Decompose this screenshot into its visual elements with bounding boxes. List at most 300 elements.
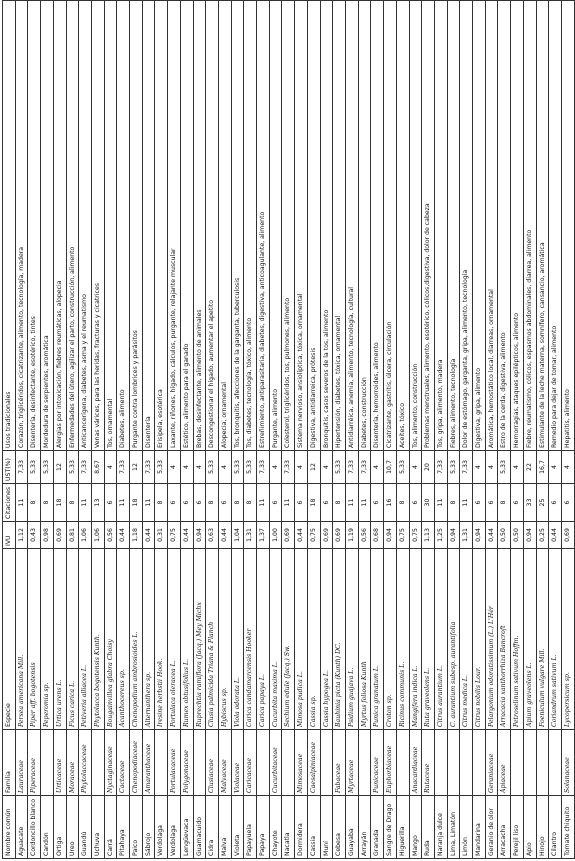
ivu-cell: 1,31 (244, 522, 257, 549)
ivu-cell: 0,69 (561, 522, 574, 549)
citations-cell: 18 (307, 484, 320, 522)
citations-cell: 8 (155, 484, 168, 522)
ust-cell: 5,33 (28, 451, 41, 484)
common-name-cell: Ortiga (53, 796, 66, 859)
table-row (79, 1, 92, 859)
family-cell (358, 730, 371, 796)
uses-cell: Brebas, desinfectante, alimento de animales (193, 1, 206, 451)
ivu-cell: 1,06 (79, 522, 92, 549)
ust-cell: 7,33 (142, 451, 155, 484)
ust-cell: 4 (295, 451, 308, 484)
citations-cell: 11 (358, 484, 371, 522)
citations-cell: 6 (485, 484, 498, 522)
family-cell: Anacardiaceae (409, 730, 422, 796)
species-cell: Hybiscus sp. (218, 549, 231, 730)
ust-cell: 12 (307, 451, 320, 484)
common-name-cell: Hinojo (536, 796, 549, 859)
table-row (460, 1, 473, 859)
common-name-cell: Sangre de Drago (384, 796, 397, 859)
uses-cell: Aromática, hemostático local, diarreas, ornamental (485, 1, 498, 451)
family-cell: Polygonaceae (180, 730, 193, 796)
common-name-cell: Chayote (269, 796, 282, 859)
common-name-cell: Candón (41, 796, 54, 859)
citations-cell: 6 (104, 484, 117, 522)
species-cell: Citrus aurantium L. (434, 549, 447, 730)
uses-cell: Estreñimiento, antiparasitaria, diabetes, digestiva, anticoagulante, alimento (257, 1, 270, 451)
uses-cell: Tos, alimento, construcción (409, 1, 422, 451)
ust-cell: 4 (511, 451, 524, 484)
citations-cell: 18 (130, 484, 143, 522)
table-row (333, 1, 346, 859)
table-row (168, 1, 181, 859)
ivu-cell: 0,44 (295, 522, 308, 549)
uses-cell: Colesterol, triglicéridos, tos, pulmones, alimento (282, 1, 295, 451)
citations-cell: 6 (371, 484, 384, 522)
ivu-cell: 0,44 (142, 522, 155, 549)
common-name-cell: Cordoncillo blanco (28, 796, 41, 859)
uses-cell: Mordedura de serpientes, aromática (41, 1, 54, 451)
family-cell: Malvaceae (218, 730, 231, 796)
family-cell: Phytolaccaceae (79, 730, 92, 796)
table-row (193, 1, 206, 859)
family-cell (41, 730, 54, 796)
ust-cell: 4 (193, 451, 206, 484)
ust-cell: 8,67 (91, 451, 104, 484)
citations-cell: 11 (345, 484, 358, 522)
citations-cell: 33 (523, 484, 536, 522)
common-name-cell: Ruda (422, 796, 435, 859)
uses-cell: Digestiva, gripa, alimento (473, 1, 486, 451)
header-uses: Usos tradicionales (3, 1, 16, 451)
citations-cell: 8 (66, 484, 79, 522)
header-common-name: Nombre común (3, 796, 16, 859)
ivu-cell: 0,94 (193, 522, 206, 549)
uses-cell: Bronquitis, casos severos de la tos, alimento (320, 1, 333, 451)
ivu-cell: 0,69 (333, 522, 346, 549)
ust-cell: 4 (269, 451, 282, 484)
species-table (2, 0, 575, 859)
ivu-cell: 0,44 (117, 522, 130, 549)
header-species: Especie (3, 549, 16, 730)
ivu-cell: 0,81 (66, 522, 79, 549)
ust-cell: 20 (422, 451, 435, 484)
table-row (244, 1, 257, 859)
citations-cell: 30 (422, 484, 435, 522)
common-name-cell: Cilantro (549, 796, 562, 859)
citations-cell: 8 (206, 484, 219, 522)
citations-cell: 6 (180, 484, 193, 522)
family-cell: Chenopodiaceae (130, 730, 143, 796)
common-name-cell: Violeta (231, 796, 244, 859)
species-cell: Piper aff. bogotensis (28, 549, 41, 730)
family-cell (91, 730, 104, 796)
ust-cell: 5,33 (498, 451, 511, 484)
family-cell: Violaceae (231, 730, 244, 796)
family-cell: Moraceae (66, 730, 79, 796)
table-row (523, 1, 536, 859)
table-row (66, 1, 79, 859)
species-cell: Cassia sp. (307, 549, 320, 730)
common-name-cell: Arracacha (498, 796, 511, 859)
ust-cell: 7,33 (15, 451, 28, 484)
species-cell: Cassia hypogea L. (320, 549, 333, 730)
uses-cell: Laxante, riñones, hígado, cálculos, purgante, relajante muscular (168, 1, 181, 451)
ust-cell: 4 (180, 451, 193, 484)
table-body (15, 1, 574, 859)
table-header (3, 1, 16, 859)
ust-cell: 5,33 (66, 451, 79, 484)
citations-cell: 8 (41, 484, 54, 522)
common-name-cell: Muní (320, 796, 333, 859)
family-cell (473, 730, 486, 796)
uses-cell: Tos, ornamental (104, 1, 117, 451)
species-cell: Croton sp. (384, 549, 397, 730)
uses-cell: Problemas menstruales, alimento, esotérico, cólicos,digestiva, dolor de cabeza (422, 1, 435, 451)
ivu-cell: 0,50 (498, 522, 511, 549)
citations-cell: 8 (333, 484, 346, 522)
ust-cell: 5,33 (155, 451, 168, 484)
ivu-cell: 1,04 (231, 522, 244, 549)
family-cell: Caricaceae (244, 730, 257, 796)
ust-cell: 4 (104, 451, 117, 484)
family-cell: Mimosaceae (295, 730, 308, 796)
ivu-cell: 0,43 (28, 522, 41, 549)
species-cell: Psidium guajava L. (345, 549, 358, 730)
family-cell: Punicaceae (371, 730, 384, 796)
family-cell (460, 730, 473, 796)
uses-cell: Hepatitis, alimento (561, 1, 574, 451)
uses-cell: Purgante contra lombrices y parásitos (130, 1, 143, 451)
header-family: Familia (3, 730, 16, 796)
species-cell: Petiveria alliacea L. (79, 549, 92, 730)
citations-cell: 8 (28, 484, 41, 522)
species-cell: Apium graveolens L. (523, 549, 536, 730)
citations-cell: 11 (460, 484, 473, 522)
ivu-cell: 0,44 (180, 522, 193, 549)
uses-cell: Hemorragias, ataques epilépticos, alimento (511, 1, 524, 451)
citations-cell: 6 (168, 484, 181, 522)
common-name-cell: Perejil liso (511, 796, 524, 859)
uses-cell: Remedio para dejar de tomar, alimento (549, 1, 562, 451)
family-cell: Cucurbitaceae (269, 730, 282, 796)
uses-cell: Disentería (142, 1, 155, 451)
citations-cell: 8 (498, 484, 511, 522)
species-cell: Petroselinum sativum Hoffm. (511, 549, 524, 730)
table-row (180, 1, 193, 859)
table-row (320, 1, 333, 859)
common-name-cell: Apio (523, 796, 536, 859)
table-row (409, 1, 422, 859)
ust-cell: 5,33 (447, 451, 460, 484)
ust-cell: 7,33 (434, 451, 447, 484)
table-row (282, 1, 295, 859)
ivu-cell: 0,75 (168, 522, 181, 549)
common-name-cell: Paico (130, 796, 143, 859)
citations-cell: 6 (193, 484, 206, 522)
ivu-cell: 0,75 (396, 522, 409, 549)
family-cell: Rutaceae (422, 730, 435, 796)
citations-cell: 16 (384, 484, 397, 522)
species-cell: Iresine herbstii Hook. (155, 549, 168, 730)
uses-cell: Anticancerígena, diabetes, asma y el reumatismo (79, 1, 92, 451)
uses-cell: Fiebres, alimento, tecnología (447, 1, 460, 451)
family-cell: Myrtaceae (345, 730, 358, 796)
uses-cell: Fiebre, reumatismo, cólicos, espasmos abdominales, diarrea, alimento (523, 1, 536, 451)
citations-cell: 6 (218, 484, 231, 522)
uses-cell: Aceites, tóxico (396, 1, 409, 451)
uses-cell: Sistema nervioso, ansiolíptica, tóxica, ornamental (295, 1, 308, 451)
ivu-cell: 0,69 (53, 522, 66, 549)
species-cell: Persea americana Mill. (15, 549, 28, 730)
citations-cell: 6 (511, 484, 524, 522)
common-name-cell: Dormidera (295, 796, 308, 859)
family-cell (536, 730, 549, 796)
table-row (15, 1, 28, 859)
citations-cell: 11 (142, 484, 155, 522)
ivu-cell: 0,44 (218, 522, 231, 549)
citations-cell: 13 (91, 484, 104, 522)
family-cell: Piperaceae (28, 730, 41, 796)
common-name-cell: Sábrojo (142, 796, 155, 859)
uses-cell: Purgante, alimento (269, 1, 282, 451)
species-cell: Mangifera indica L. (409, 549, 422, 730)
table-row (561, 1, 574, 859)
uses-cell: Erisipela, esotérica (155, 1, 168, 451)
ivu-cell: 1,00 (269, 522, 282, 549)
ivu-cell: 0,94 (473, 522, 486, 549)
header-ust: UST(%) (3, 451, 16, 484)
ivu-cell: 0,94 (523, 522, 536, 549)
species-cell: Peperomia sp. (41, 549, 54, 730)
common-name-cell: Papayuela (244, 796, 257, 859)
species-cell: Carica candamarcensis Hooker (244, 549, 257, 730)
uses-cell: Antidiarréica, anemia, alimento, tecnología, cultural (345, 1, 358, 451)
uses-cell: Enfermedades del útero, agilizar el parto, construcción, alimento (66, 1, 79, 451)
species-cell: Arracacia xanthorrhiza Bancroft (498, 549, 511, 730)
ust-cell: 4 (561, 451, 574, 484)
table-row (536, 1, 549, 859)
ivu-cell: 0,94 (384, 522, 397, 549)
common-name-cell: Naranja dulce (434, 796, 447, 859)
uses-cell: Diabetes, alimento (117, 1, 130, 451)
table-row (206, 1, 219, 859)
family-cell (511, 730, 524, 796)
citations-cell: 6 (295, 484, 308, 522)
citations-cell: 11 (79, 484, 92, 522)
species-cell: C. aurantium subesp. aurantifolia (447, 549, 460, 730)
ust-cell: 4 (320, 451, 333, 484)
citations-cell: 11 (15, 484, 28, 522)
species-cell: Coriandrum sativum L. (549, 549, 562, 730)
ivu-cell: 0,31 (155, 522, 168, 549)
ust-cell: 4 (168, 451, 181, 484)
family-cell (447, 730, 460, 796)
ust-cell: 7,33 (79, 451, 92, 484)
table-row (371, 1, 384, 859)
ivu-cell: 1,18 (130, 522, 143, 549)
species-cell: Chenopodium ambrosioides L. (130, 549, 143, 730)
ivu-cell: 0,63 (206, 522, 219, 549)
ust-cell: 7,33 (117, 451, 130, 484)
species-cell: Mimosa pudica L. (295, 549, 308, 730)
ust-cell: 5,33 (206, 451, 219, 484)
table-row (53, 1, 66, 859)
common-name-cell: Tomate chiquito (561, 796, 574, 859)
citations-cell: 6 (269, 484, 282, 522)
citations-cell: 11 (282, 484, 295, 522)
family-cell (396, 730, 409, 796)
uses-cell: Dolor de estómago, garganta, gripa, alimento, tecnología (460, 1, 473, 451)
family-cell: Clusiaceae (206, 730, 219, 796)
header-citations: Citaciones (3, 484, 16, 522)
common-name-cell: Lengüevaca (180, 796, 193, 859)
species-cell: Citrus medica L. (460, 549, 473, 730)
uses-cell: Corazón, triglicéridos, cicatrizante, alimento, tecnología, madera (15, 1, 28, 451)
table-row (231, 1, 244, 859)
ivu-cell: 0,25 (536, 522, 549, 549)
family-cell (523, 730, 536, 796)
ust-cell: 7,33 (282, 451, 295, 484)
common-name-cell: Uchuva (91, 796, 104, 859)
uses-cell: Diabetes, construcción (358, 1, 371, 451)
ivu-cell: 0,44 (549, 522, 562, 549)
ivu-cell: 1,31 (460, 522, 473, 549)
table-row (384, 1, 397, 859)
species-cell: Punica granatum L. (371, 549, 384, 730)
ivu-cell: 1,25 (434, 522, 447, 549)
family-cell: Euphorbiaceae (384, 730, 397, 796)
table-row (295, 1, 308, 859)
table-row (447, 1, 460, 859)
species-cell: Pelargonium odoratissimum (L.) L'Hér (485, 549, 498, 730)
uses-cell: Hipertensión, diabetes, tóxica, ornamental (333, 1, 346, 451)
ivu-cell: 0,50 (511, 522, 524, 549)
ust-cell: 7,33 (460, 451, 473, 484)
species-cell: Clusia palmicida Triana & Planch (206, 549, 219, 730)
citations-cell: 25 (536, 484, 549, 522)
uses-cell: Tos, gripa, alimento, madera (434, 1, 447, 451)
species-cell: Acanthocereus sp. (117, 549, 130, 730)
species-cell: Bauhinia picta (Kunth) DC. (333, 549, 346, 730)
common-name-cell: Carrá (104, 796, 117, 859)
common-name-cell: Cebesa (333, 796, 346, 859)
citations-cell: 6 (320, 484, 333, 522)
table-row (257, 1, 270, 859)
ust-cell: 16,7 (536, 451, 549, 484)
table-row (91, 1, 104, 859)
family-cell: Portulacaceae (168, 730, 181, 796)
table-row (307, 1, 320, 859)
species-cell: Rumex obtusifolius L. (180, 549, 193, 730)
ivu-cell: 0,75 (409, 522, 422, 549)
uses-cell: Digestiva, antidiarreica, prótesis (307, 1, 320, 451)
ivu-cell: 1,37 (257, 522, 270, 549)
table-row (155, 1, 168, 859)
ivu-cell: 0,44 (485, 522, 498, 549)
family-cell (193, 730, 206, 796)
ust-cell: 7,33 (345, 451, 358, 484)
ust-cell: 4 (218, 451, 231, 484)
uses-cell: Disentería, desinfectante, esotérico, tintes (28, 1, 41, 451)
family-cell: Geraniaceae (485, 730, 498, 796)
table-row (117, 1, 130, 859)
family-cell (549, 730, 562, 796)
table-row (218, 1, 231, 859)
ivu-cell: 1,19 (345, 522, 358, 549)
common-name-cell: Lima, Limatón (447, 796, 460, 859)
ust-cell: 4 (549, 451, 562, 484)
species-cell: Sechium edule (Jacq.) Sw. (282, 549, 295, 730)
table-row (269, 1, 282, 859)
ust-cell: 22 (523, 451, 536, 484)
species-cell: Ficus carica L. (66, 549, 79, 730)
table-row (104, 1, 117, 859)
citations-cell: 8 (244, 484, 257, 522)
species-cell: Ruprechtia ramiflora (Jacq.) Mey Michx (193, 549, 206, 730)
species-cell: Ruta graveolens L. (422, 549, 435, 730)
ust-cell: 4 (485, 451, 498, 484)
common-name-cell: Papaya (257, 796, 270, 859)
ivu-cell: 1,12 (15, 522, 28, 549)
citations-cell: 11 (257, 484, 270, 522)
uses-cell: Cicatrizante, gastritis, úlcera, circulación (384, 1, 397, 451)
species-cell: Foeniculum vulgare Mill. (536, 549, 549, 730)
ust-cell: 7,33 (257, 451, 270, 484)
family-cell: Lauraceae (15, 730, 28, 796)
family-cell: Solanaceae (561, 730, 574, 796)
family-cell (434, 730, 447, 796)
table-row (434, 1, 447, 859)
ust-cell: 5,33 (244, 451, 257, 484)
ust-cell: 5,33 (231, 451, 244, 484)
ust-cell: 4 (371, 451, 384, 484)
species-cell: Alternanthera sp. (142, 549, 155, 730)
header-ivu: IVU (3, 522, 16, 549)
common-name-cell: Granada (371, 796, 384, 859)
ivu-cell: 0,68 (371, 522, 384, 549)
uses-cell: Estro de la cerda, digestiva, alimento (498, 1, 511, 451)
family-cell: Fabaceae (333, 730, 346, 796)
common-name-cell: Guayaba (345, 796, 358, 859)
common-name-cell: Ureo (66, 796, 79, 859)
species-cell: Phytolacca bogotensis Kunth. (91, 549, 104, 730)
common-name-cell: Aguacate (15, 796, 28, 859)
common-name-cell: Mango (409, 796, 422, 859)
species-cell: Portulaca oleracea L. (168, 549, 181, 730)
common-name-cell: Malva (218, 796, 231, 859)
citations-cell: 6 (409, 484, 422, 522)
ivu-cell: 1,06 (91, 522, 104, 549)
family-cell (320, 730, 333, 796)
species-cell: Cucurbita maxima L. (269, 549, 282, 730)
header-row (3, 1, 16, 859)
family-cell (155, 730, 168, 796)
family-cell: Amaranthaceae (142, 730, 155, 796)
species-cell: Viola odorata L. (231, 549, 244, 730)
uses-cell: Descongestionar el hígado, aumentar el apetito (206, 1, 219, 451)
ust-cell: 5,33 (396, 451, 409, 484)
ust-cell: 5,33 (41, 451, 54, 484)
table-row (473, 1, 486, 859)
table-row (358, 1, 371, 859)
species-cell: Myrtus foliosa Kunth (358, 549, 371, 730)
common-name-cell: Nacatla (282, 796, 295, 859)
uses-cell: Estético, alimento para el ganado (180, 1, 193, 451)
family-cell: Caesalpiniaceae (307, 730, 320, 796)
ivu-cell: 0,56 (104, 522, 117, 549)
common-name-cell: Cassia (307, 796, 320, 859)
table-row (498, 1, 511, 859)
